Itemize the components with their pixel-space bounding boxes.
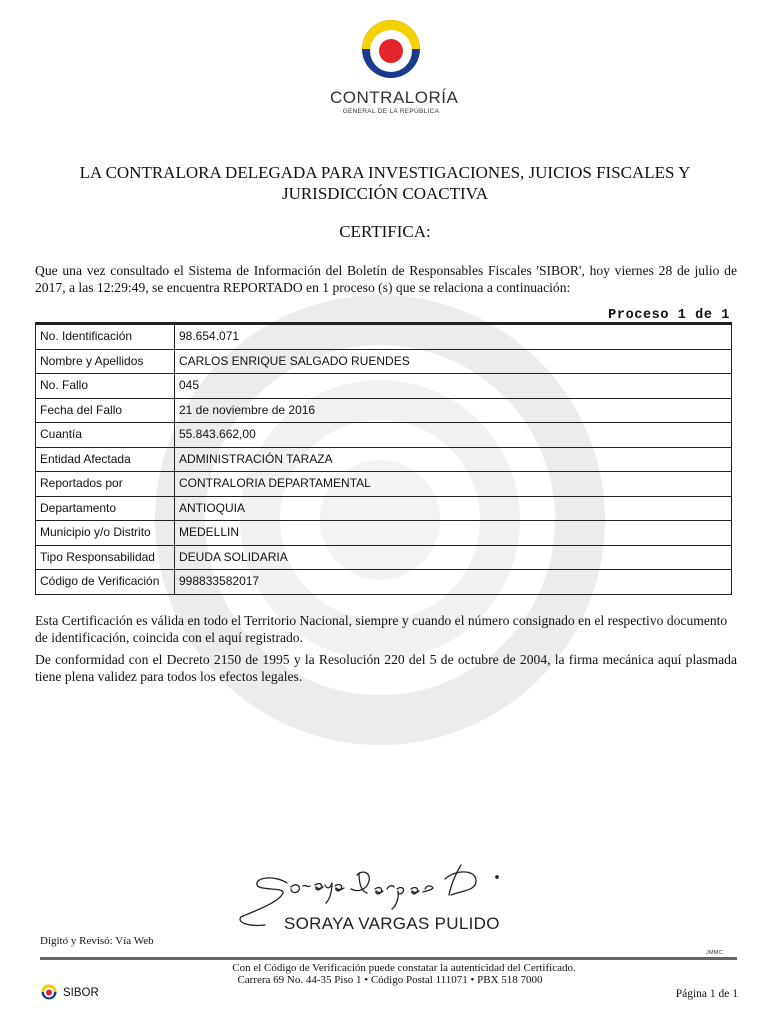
table-row — [36, 496, 732, 521]
record-label: Reportados por — [36, 472, 175, 497]
footer-divider — [40, 957, 737, 960]
table-row — [36, 423, 732, 448]
record-value: 998833582017 — [175, 570, 732, 595]
page-title-line2: JURISDICCIÓN COACTIVA — [281, 184, 489, 203]
legal-paragraph: De conformidad con el Decreto 2150 de 1995 y la Resolución 220 del 5 de octubre de 2004, la firma mecánica aquí plasmada tiene plena validez para todos los efectos legales. — [35, 652, 737, 684]
contraloria-seal-icon — [360, 18, 422, 80]
record-value: 045 — [175, 374, 732, 399]
record-value: CONTRALORIA DEPARTAMENTAL — [175, 472, 732, 497]
record-value: ANTIOQUIA — [175, 496, 732, 521]
table-row — [36, 324, 732, 350]
signer-name: SORAYA VARGAS PULIDO — [284, 914, 500, 933]
proceso-label: Proceso 1 de 1 — [608, 308, 730, 323]
record-label: Tipo Responsabilidad — [36, 545, 175, 570]
table-row — [36, 570, 732, 595]
record-label: No. Identificación — [36, 324, 175, 350]
logo-name: CONTRALORÍA — [330, 88, 459, 107]
record-label: Departamento — [36, 496, 175, 521]
table-row — [36, 545, 732, 570]
record-label: Fecha del Fallo — [36, 398, 175, 423]
record-label: Cuantía — [36, 423, 175, 448]
record-label: Código de Verificación — [36, 570, 175, 595]
record-label: Nombre y Apellidos — [36, 349, 175, 374]
record-label: Entidad Afectada — [36, 447, 175, 472]
record-label: Municipio y/o Distrito — [36, 521, 175, 546]
table-row — [36, 521, 732, 546]
record-value: 98.654.071 — [175, 324, 732, 350]
record-label: No. Fallo — [36, 374, 175, 399]
certifica-heading: CERTIFICA: — [339, 222, 431, 241]
record-value: MEDELLIN — [175, 521, 732, 546]
validity-paragraph: Esta Certificación es válida en todo el Territorio Nacional, siempre y cuando el número consignado en el respectivo documento de identificación, coincida con el aquí registrado. — [35, 613, 728, 645]
logo-subtitle: GENERAL DE LA REPÚBLICA — [342, 108, 440, 115]
table-row — [36, 374, 732, 399]
sibor-icon — [41, 984, 57, 1000]
verification-note: Con el Código de Verificación puede constatar la autenticidad del Certificado. — [232, 962, 576, 974]
record-value: 21 de noviembre de 2016 — [175, 398, 732, 423]
record-value: CARLOS ENRIQUE SALGADO RUENDES — [175, 349, 732, 374]
footer-address: Carrera 69 No. 44-35 Piso 1 • Código Postal 111071 • PBX 518 7000 — [237, 974, 543, 986]
record-table — [35, 322, 732, 595]
table-row — [36, 447, 732, 472]
page-number: Página 1 de 1 — [675, 988, 738, 1000]
table-row — [36, 472, 732, 497]
record-value: 55.843.662,00 — [175, 423, 732, 448]
record-value: ADMINISTRACIÓN TARAZA — [175, 447, 732, 472]
intro-paragraph: Que una vez consultado el Sistema de Información del Boletín de Responsables Fiscales 'SIBOR', hoy viernes 28 de julio de 2017, a las 12:29:49, se encuentra REPORTADO en 1 proceso (s) que se relaciona a continuación: — [35, 263, 737, 295]
sibor-label: SIBOR — [63, 987, 99, 999]
initials-label: JMMC — [706, 950, 724, 956]
record-value: DEUDA SOLIDARIA — [175, 545, 732, 570]
digito-note: Digitó y Revisó: Vía Web — [40, 935, 154, 947]
table-row — [36, 398, 732, 423]
page-title-line1: LA CONTRALORA DELEGADA PARA INVESTIGACIONES, JUICIOS FISCALES Y — [79, 163, 691, 182]
table-row — [36, 349, 732, 374]
contraloria-logo — [330, 18, 459, 118]
